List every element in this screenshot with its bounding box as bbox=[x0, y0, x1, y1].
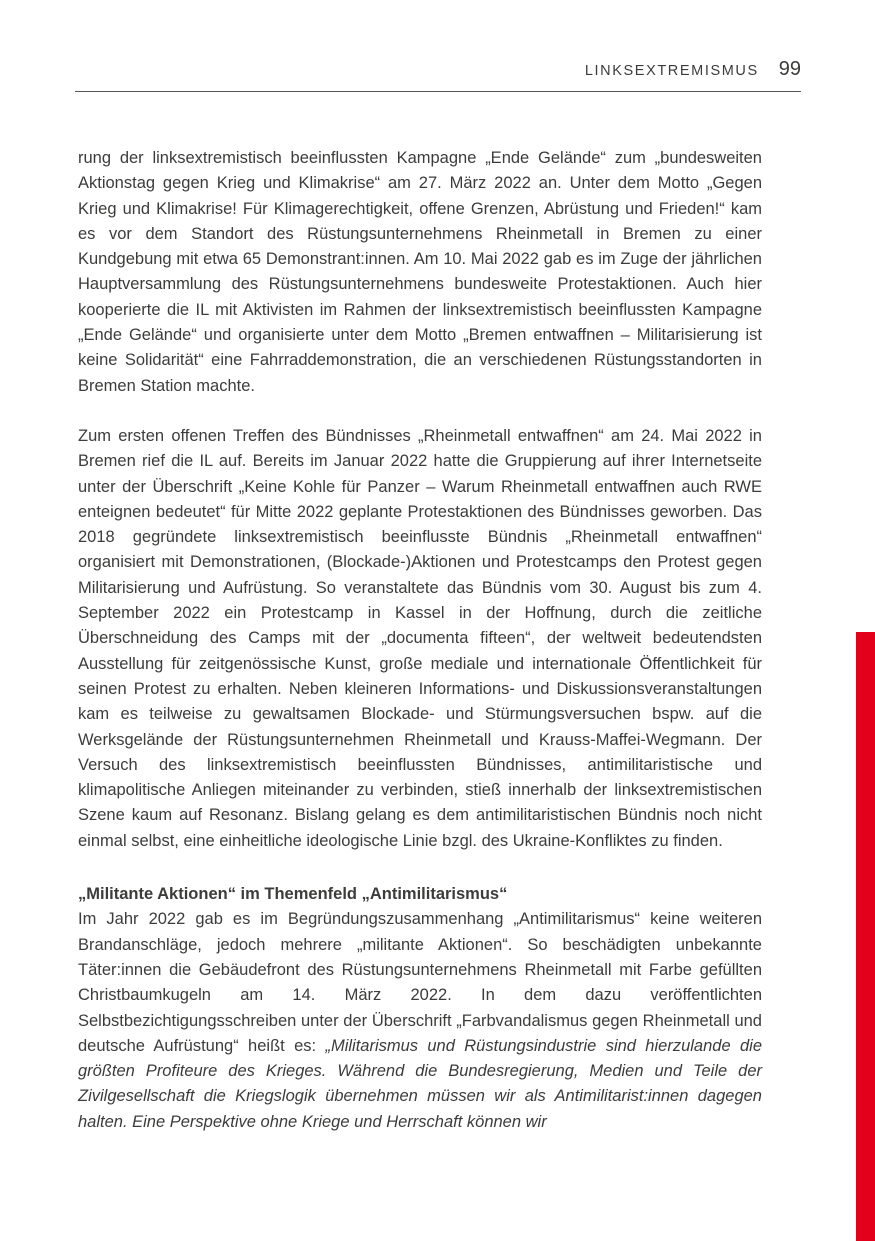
section-title: LINKSEXTREMISMUS bbox=[584, 63, 759, 79]
page-number: 99 bbox=[778, 58, 801, 80]
page-body bbox=[78, 146, 762, 1135]
page-header bbox=[75, 0, 801, 95]
paragraph-1: rung der linksextremistisch beeinflussten Kampagne „Ende Gelände“ zum „bundesweiten Aktionstag gegen Krieg und Klimakrise“ am 27. März 2022 an. Unter dem Motto „Gegen Krieg und Klimakrise! Für Klimagerechtigkeit, offene Grenzen, Abrüstung und Frieden!“ kam es vor dem Standort des Rüstungsunternehmens Rheinmetall in Bremen zu einer Kundgebung mit etwa 65 Demonstrant:innen. Am 10. Mai 2022 gab es im Zuge der jährlichen Hauptversammlung des Rüstungsunternehmens bundesweite Protestaktionen. Auch hier kooperierte die IL mit Aktivisten im Rahmen der linksextremistisch beeinflussten Kampagne „Ende Gelände“ und organisierte unter dem Motto „Bremen entwaffnen – Militarisierung ist keine Solidarität“ eine Fahrraddemonstration, die an verschiedenen Rüstungsstandorten in Bremen Station machte. bbox=[78, 149, 762, 395]
paragraph-3-quote-italic: „Militarismus und Rüstungsindustrie sind hierzulande die größten Profiteure des Krieges. Während die Bundesregierung, Medien und Teile der Zivilgesellschaft die Kriegslogik übernehmen müssen wir als Antimilitarist:innen dagegen halten. Eine Perspektive ohne Kriege und Herrschaft können wir bbox=[78, 1036, 762, 1131]
running-head bbox=[585, 58, 801, 81]
paragraph-2: Zum ersten offenen Treffen des Bündnisses „Rheinmetall entwaffnen“ am 24. Mai 2022 in Bremen rief die IL auf. Bereits im Januar 2022 hatte die Gruppierung auf ihrer Internetseite unter der Überschrift „Keine Kohle für Panzer – Warum Rheinmetall entwaffnen auch RWE enteignen bedeutet“ für Mitte 2022 geplante Protestaktionen des Bündnisses geworben. Das 2018 gegründete linksextremistisch beeinflusste Bündnis „Rheinmetall entwaffnen“ organisiert mit Demonstrationen, (Blockade-)Aktionen und Protestcamps den Protest gegen Militarisierung und Aufrüstung. So veranstaltete das Bündnis vom 30. August bis zum 4. September 2022 ein Protestcamp in Kassel in der Hoffnung, durch die zeitliche Überschneidung des Camps mit der „documenta fifteen“, der weltweit bedeutendsten Ausstellung für zeitgenössische Kunst, große mediale und internationale Öffentlichkeit für seinen Protest zu erhalten. Neben kleineren Informations- und Diskussionsveranstaltungen kam es teilweise zu gewaltsamen Blockade- und Stürmungsversuchen bspw. auf die Werksgelände der Rüstungsunternehmen Rheinmetall und Krauss-Maffei-Wegmann. Der Versuch des linksextremistisch beeinflussten Bündnisses, antimilitaristische und klimapolitische Anliegen miteinander zu verbinden, stieß innerhalb der linksextremistischen Szene kaum auf Resonanz. Bislang gelang es dem antimilitaristischen Bündnis noch nicht einmal selbst, eine einheitliche ideologische Linie bzgl. des Ukraine-Konfliktes zu finden. bbox=[78, 426, 762, 850]
paragraph-3 bbox=[78, 907, 762, 1135]
chapter-marker-bar bbox=[856, 632, 875, 1241]
section-heading: „Militante Aktionen“ im Themenfeld „Antimilitarismus“ bbox=[78, 885, 508, 904]
header-rule bbox=[75, 91, 801, 92]
paragraph-3-lead: Im Jahr 2022 gab es im Begründungszusammenhang „Antimilitarismus“ keine weiteren Brandanschläge, jedoch mehrere „militante Aktionen“. So beschädigten unbekannte Täter:innen die Gebäudefront des Rüstungsunternehmens Rheinmetall mit Farbe gefüllten Christbaumkugeln am 14. März 2022. In dem dazu veröffentlichten Selbstbezichtigungsschreiben unter der Überschrift „Farbvandalismus gegen Rheinmetall und deutsche Aufrüstung“ heißt es: bbox=[78, 910, 762, 1055]
